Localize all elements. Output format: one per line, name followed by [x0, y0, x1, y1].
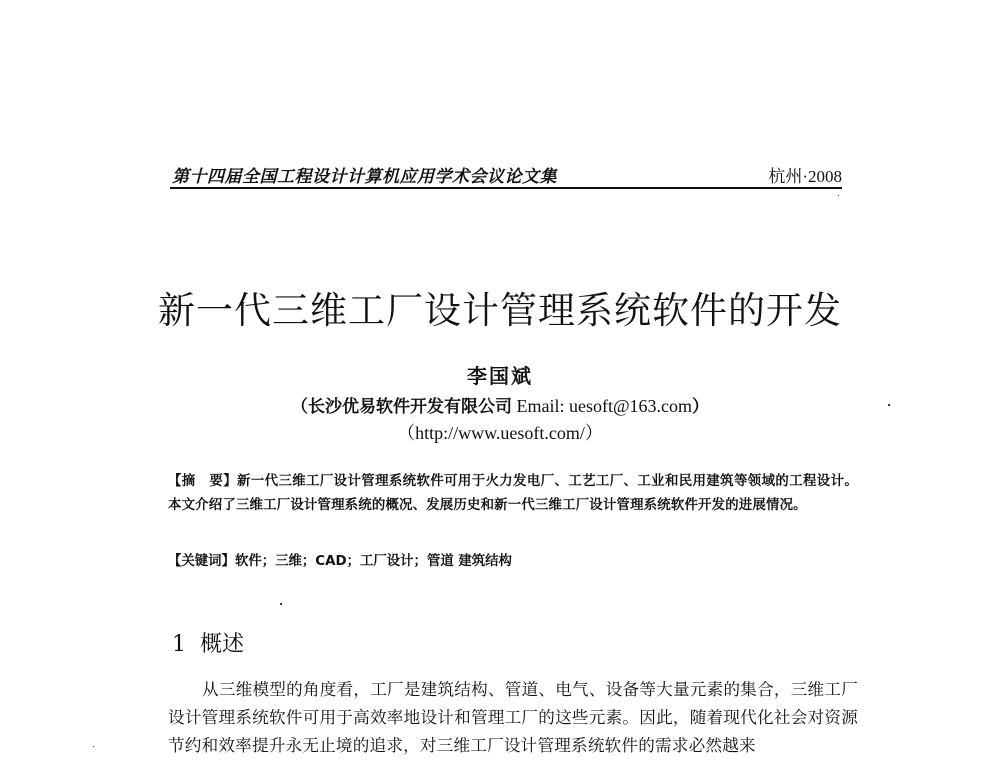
affiliation-open-paren: （ [290, 397, 308, 417]
keywords [168, 550, 858, 569]
scan-speck [280, 603, 282, 605]
running-header [172, 160, 842, 186]
scan-speck [838, 195, 839, 196]
scan-speck [93, 746, 94, 747]
scan-speck [888, 404, 890, 406]
abstract-text: 新一代三维工厂设计管理系统软件可用于火力发电厂、工艺工厂、工业和民用建筑等领域的工程设计。本文介绍了三维工厂设计管理系统的概况、发展历史和新一代三维工厂设计管理系统软件开发的进展情况。 [168, 474, 859, 513]
conference-location-year: 杭州·2008 [768, 167, 842, 186]
email-label: Email: [516, 396, 565, 416]
keywords-label: 【关键词】 [168, 554, 235, 569]
paper-title: 新一代三维工厂设计管理系统软件的开发 [158, 289, 842, 332]
website-url[interactable]: （http://www.uesoft.com/） [397, 423, 603, 443]
abstract [168, 470, 858, 518]
abstract-label: 【摘 要】 [168, 474, 238, 489]
keywords-text: 软件；三维；CAD；工厂设计；管道 建筑结构 [234, 554, 512, 569]
section-heading [172, 627, 244, 658]
header-rule [170, 187, 842, 189]
proceedings-title: 第十四届全国工程设计计算机应用学术会议论文集 [172, 167, 557, 187]
author-affiliation [0, 392, 1000, 417]
section-paragraph: 从三维模型的角度看，工厂是建筑结构、管道、电气、设备等大量元素的集合，三维工厂设计管理系统软件可用于高效率地设计和管理工厂的这些元素。因此，随着现代化社会对资源节约和效率提升永无止境的追求，对三维工厂设计管理系统软件的需求必然越来 [168, 680, 858, 755]
section-number: 1 [172, 632, 186, 657]
author-name: 李国斌 [467, 364, 533, 388]
section-title: 概述 [200, 632, 245, 657]
organization-name: 长沙优易软件开发有限公司 [307, 397, 512, 417]
email-address[interactable]: uesoft@163.com [568, 396, 693, 416]
affiliation-close-paren: ） [692, 397, 710, 417]
